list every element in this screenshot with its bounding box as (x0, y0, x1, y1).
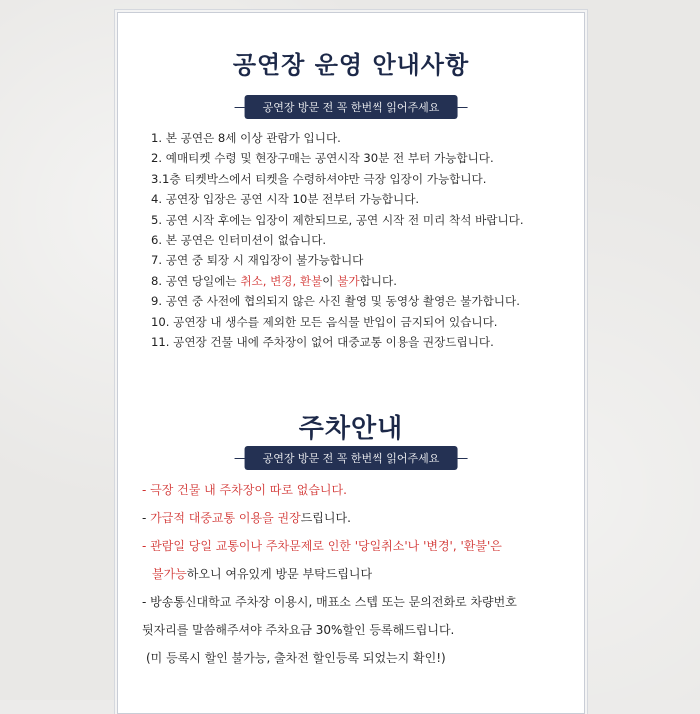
parking-dash: - (142, 483, 151, 497)
notice-title: 공연장 운영 안내사항 (232, 51, 470, 79)
parking-list (142, 476, 572, 672)
parking-item-4: - 방송통신대학교 주차장 이용시, 매표소 스텝 또는 문의전화로 차량번호 (142, 595, 517, 609)
rule-item: 3.1층 티켓박스에서 티켓을 수령하셔야만 극장 입장이 가능합니다. (151, 171, 487, 186)
rule-item: 4. 공연장 입장은 공연 시작 10분 전부터 가능합니다. (151, 192, 420, 207)
parking-item-3b-rest: 하오니 여유있게 방문 부탁드립니다 (186, 567, 373, 581)
parking-item-2 (142, 504, 572, 532)
rule8-mid: 이 (322, 273, 338, 288)
parking-item-3-red: 관람일 당일 교통이나 주차문제로 인한 '당일취소'나 '변경', '환불'은 (150, 539, 502, 553)
rule8-cancel: 취소 (240, 273, 263, 288)
rule-item: 9. 공연 중 사전에 협의되지 않은 사진 촬영 및 동영상 촬영은 불가합니다. (151, 294, 520, 309)
rule8-sep1: , (262, 273, 271, 288)
parking-item-1-text: 극장 건물 내 주차장이 따로 없습니다. (150, 483, 347, 497)
parking-title: 주차안내 (298, 414, 404, 444)
rule-item: 6. 본 공연은 인터미션이 없습니다. (151, 233, 327, 248)
rule-item: 11. 공연장 건물 내에 주차장이 없어 대중교통 이용을 권장드립니다. (151, 335, 494, 350)
notice-subtitle-badge: 공연장 방문 전 꼭 한번씩 읽어주세요 (245, 95, 458, 119)
rule-item: 1. 본 공연은 8세 이상 관람가 입니다. (151, 131, 341, 145)
rule8-impossible: 불가 (337, 273, 360, 288)
rule8-prefix: 8. 공연 당일에는 (151, 273, 241, 288)
rules-list (151, 128, 571, 352)
rule-item: 10. 공연장 내 생수를 제외한 모든 음식물 반입이 금지되어 있습니다. (151, 314, 498, 329)
parking-item-2-rest: 드립니다. (300, 511, 351, 525)
rule8-sep2: , (292, 273, 300, 288)
parking-item-3b-red: 불가능 (152, 567, 187, 581)
parking-dash: - (142, 539, 151, 553)
rule8-suffix: 합니다. (359, 273, 397, 288)
rule-item: 5. 공연 시작 후에는 입장이 제한되므로, 공연 시작 전 미리 착석 바랍니다. (151, 212, 524, 227)
parking-item-1 (142, 476, 572, 504)
notice-card (117, 12, 585, 714)
parking-item-2-red: 가급적 대중교통 이용을 권장 (150, 511, 301, 525)
parking-item-3 (142, 532, 572, 560)
rule8-change: 변경 (270, 273, 293, 288)
parking-note: (미 등록시 할인 불가능, 출차전 할인등록 되었는지 확인!) (146, 651, 446, 665)
parking-dash: - (142, 511, 151, 525)
rule-item-8 (151, 271, 571, 291)
rule-item: 2. 예매티켓 수령 및 현장구매는 공연시작 30분 전 부터 가능합니다. (151, 151, 494, 166)
rule-item: 7. 공연 중 퇴장 시 재입장이 불가능합니다 (151, 253, 364, 268)
parking-item-4-cont: 뒷자리를 말씀해주셔야 주차요금 30%할인 등록해드립니다. (142, 623, 455, 637)
rule8-refund: 환불 (299, 273, 323, 288)
parking-item-3-cont (142, 560, 572, 588)
parking-subtitle-badge: 공연장 방문 전 꼭 한번씩 읽어주세요 (245, 446, 458, 470)
